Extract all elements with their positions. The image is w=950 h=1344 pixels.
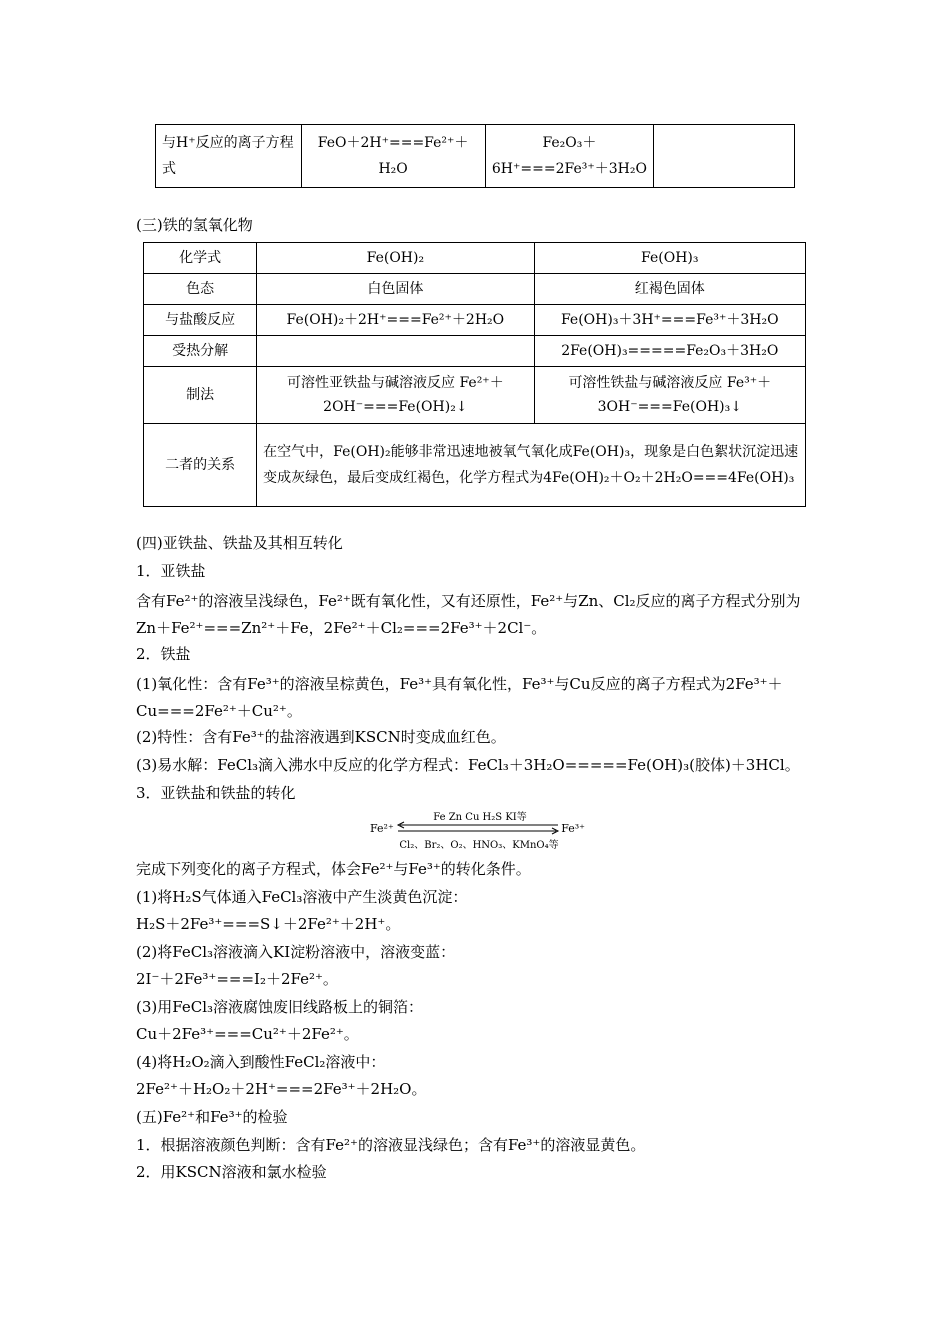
table-header-row (144, 243, 806, 274)
table-row (144, 367, 806, 424)
row-label: 制法 (144, 367, 257, 424)
table-cell: Fe(OH)₂＋2H⁺===Fe²⁺＋2H₂O (257, 305, 534, 336)
exercise-answer: Cu＋2Fe³⁺===Cu²⁺＋2Fe²⁺。 (136, 1025, 359, 1043)
section-title: (四)亚铁盐、铁盐及其相互转化 (136, 534, 343, 552)
exercise-question: (2)将FeCl₃溶液滴入KI淀粉溶液中，溶液变蓝： (136, 943, 456, 961)
relation-text: 在空气中，Fe(OH)₂能够非常迅速地被氧气氧化成Fe(OH)₃，现象是白色絮状沉淀迅速变成灰绿色，最后变成红褐色，化学方程式为4Fe(OH)₂＋O₂＋2H₂O===4Fe(OH)₃ (257, 424, 806, 507)
paragraph: (1)氧化性：含有Fe³⁺的溶液呈棕黄色，Fe³⁺具有氧化性，Fe³⁺与Cu反应的离子方程式为2Fe³⁺＋Cu===2Fe²⁺＋Cu²⁺。 (136, 675, 783, 720)
row-label: 与盐酸反应 (144, 305, 257, 336)
table-row (144, 336, 806, 367)
exercise-answer: 2I⁻＋2Fe³⁺===I₂＋2Fe²⁺。 (136, 970, 338, 988)
subsection-title: 1．亚铁盐 (136, 562, 206, 580)
subsection-title: 2．铁盐 (136, 645, 191, 663)
iron-hydroxide-table (143, 242, 806, 507)
table-row (144, 424, 806, 507)
paragraph: (2)特性：含有Fe³⁺的盐溶液遇到KSCN时变成血红色。 (136, 728, 506, 746)
fe2-label: Fe²⁺ (370, 822, 394, 835)
table-cell: 可溶性亚铁盐与碱溶液反应 Fe²⁺＋2OH⁻===Fe(OH)₂↓ (257, 367, 534, 424)
iron-oxide-table (155, 124, 795, 188)
exercise-answer: H₂S＋2Fe³⁺===S↓＋2Fe²⁺＋2H⁺。 (136, 915, 401, 933)
table-cell: 白色固体 (257, 274, 534, 305)
table-row (144, 274, 806, 305)
paragraph: 完成下列变化的离子方程式，体会Fe²⁺与Fe³⁺的转化条件。 (136, 860, 531, 878)
oxidizing-agents-label: Cl₂、Br₂、O₂、HNO₃、KMnO₄等 (399, 840, 559, 851)
double-arrow-icon (394, 821, 562, 835)
fe3o4-equation (654, 125, 795, 188)
exercise-answer: 2Fe²⁺＋H₂O₂＋2H⁺===2Fe³⁺＋2H₂O。 (136, 1080, 427, 1098)
row-label: 二者的关系 (144, 424, 257, 507)
header-cell: 化学式 (144, 243, 257, 274)
header-cell: Fe(OH)₃ (534, 243, 805, 274)
fe2o3-equation: Fe₂O₃＋6H⁺===2Fe³⁺＋3H₂O (485, 125, 654, 188)
row-label: 受热分解 (144, 336, 257, 367)
fe3-label: Fe³⁺ (561, 822, 585, 835)
table-row (156, 125, 795, 188)
section-title: (五)Fe²⁺和Fe³⁺的检验 (136, 1108, 288, 1126)
subsection-title: 3．亚铁盐和铁盐的转化 (136, 784, 296, 802)
paragraph: (3)易水解：FeCl₃滴入沸水中反应的化学方程式：FeCl₃＋3H₂O=====Fe(OH)₃(胶体)＋3HCl。 (136, 756, 800, 774)
table-cell (257, 336, 534, 367)
exercise-question: (3)用FeCl₃溶液腐蚀废旧线路板上的铜箔： (136, 998, 424, 1016)
row-label: 与H⁺反应的离子方程式 (156, 125, 302, 188)
table-cell: 2Fe(OH)₃=====Fe₂O₃＋3H₂O (534, 336, 805, 367)
exercise-question: (1)将H₂S气体通入FeCl₃溶液中产生淡黄色沉淀： (136, 888, 468, 906)
row-label: 色态 (144, 274, 257, 305)
table-row (144, 305, 806, 336)
paragraph: 2．用KSCN溶液和氯水检验 (136, 1163, 327, 1181)
feo-equation: FeO＋2H⁺===Fe²⁺＋H₂O (301, 125, 485, 188)
table-cell: 红褐色固体 (534, 274, 805, 305)
table-cell: 可溶性铁盐与碱溶液反应 Fe³⁺＋3OH⁻===Fe(OH)₃↓ (534, 367, 805, 424)
paragraph: 1．根据溶液颜色判断：含有Fe²⁺的溶液显浅绿色；含有Fe³⁺的溶液显黄色。 (136, 1136, 646, 1154)
conversion-diagram (370, 808, 585, 850)
paragraph: 含有Fe²⁺的溶液呈浅绿色，Fe²⁺既有氧化性，又有还原性，Fe²⁺与Zn、Cl₂反应的离子方程式分别为Zn＋Fe²⁺===Zn²⁺＋Fe，2Fe²⁺＋Cl₂===2Fe³⁺＋2Cl⁻。 (136, 592, 801, 637)
header-cell: Fe(OH)₂ (257, 243, 534, 274)
table-cell: Fe(OH)₃＋3H⁺===Fe³⁺＋3H₂O (534, 305, 805, 336)
section-title: (三)铁的氢氧化物 (136, 216, 253, 234)
reducing-agents-label: Fe Zn Cu H₂S KI等 (433, 812, 527, 823)
exercise-question: (4)将H₂O₂滴入到酸性FeCl₂溶液中： (136, 1053, 386, 1071)
